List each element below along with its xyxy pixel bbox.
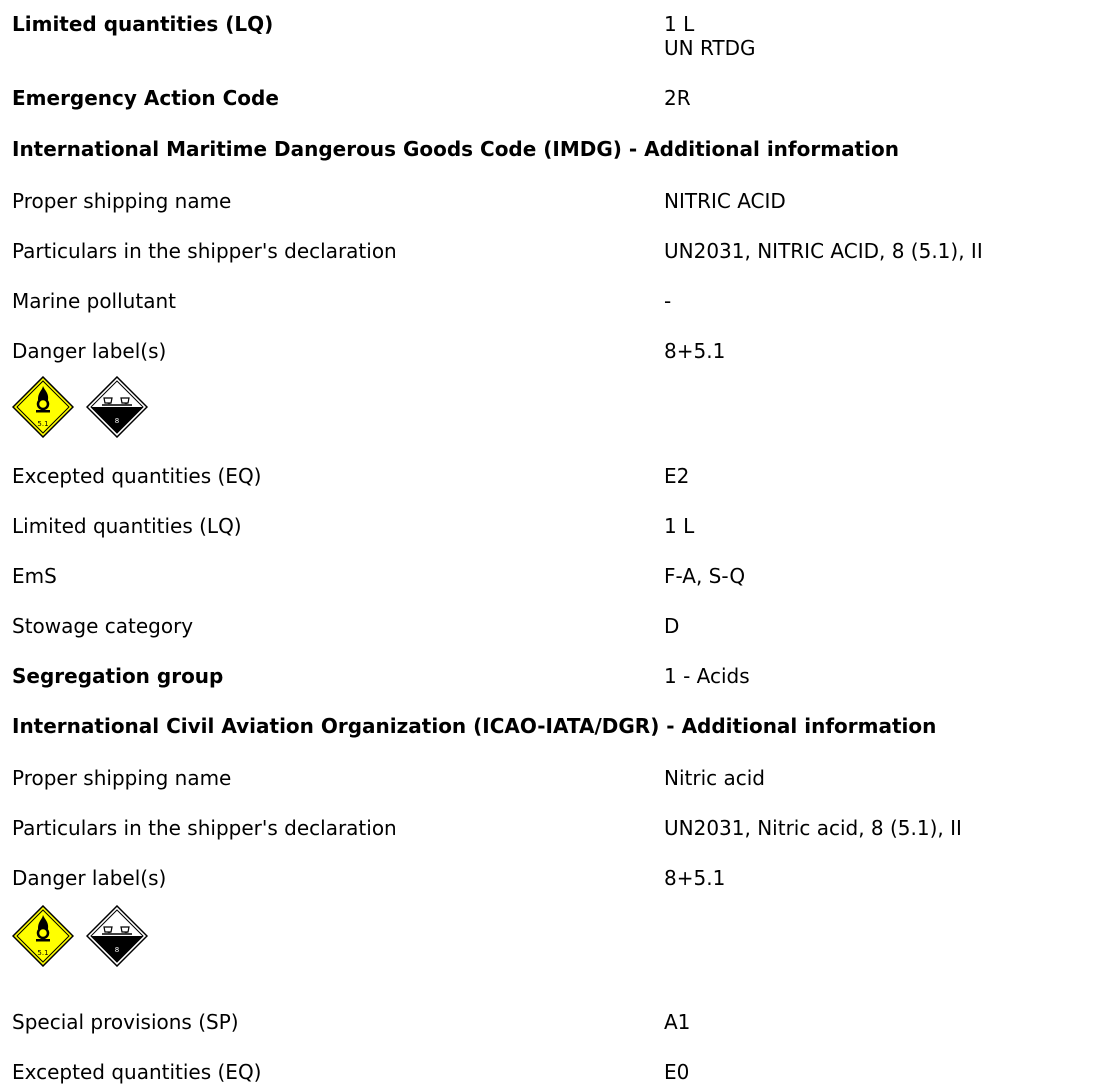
imdg-eq-value: E2 [664,464,690,488]
icao-heading: International Civil Aviation Organization (ICAO-IATA/DGR) - Additional information [12,714,937,738]
corrosive-class-number: 8 [114,946,120,954]
imdg-marine-pollutant-label: Marine pollutant [12,289,176,313]
icao-sp-label: Special provisions (SP) [12,1010,239,1034]
icao-particulars-row [12,816,1115,840]
imdg-lq-row [12,514,1115,538]
icao-sp-value: A1 [664,1010,691,1034]
eac-row [12,86,1115,110]
icao-particulars-label: Particulars in the shipper's declaration [12,816,397,840]
icao-eq-label: Excepted quantities (EQ) [12,1060,262,1084]
imdg-particulars-value: UN2031, NITRIC ACID, 8 (5.1), II [664,239,983,263]
imdg-segregation-value: 1 - Acids [664,664,750,688]
imdg-placards [12,376,148,438]
imdg-eq-row [12,464,1115,488]
oxidizer-class-number: 5.1 [37,420,49,428]
imdg-stowage-row [12,614,1115,638]
icao-placards [12,905,148,967]
imdg-stowage-value: D [664,614,680,638]
imdg-psn-row [12,189,1115,213]
lq-label: Limited quantities (LQ) [12,12,274,36]
imdg-danger-labels-label: Danger label(s) [12,339,167,363]
icao-particulars-value: UN2031, Nitric acid, 8 (5.1), II [664,816,962,840]
icao-danger-labels-label: Danger label(s) [12,866,167,890]
imdg-ems-row [12,564,1115,588]
imdg-segregation-label: Segregation group [12,664,224,688]
icao-psn-row [12,766,1115,790]
lq-row [12,12,1115,60]
imdg-psn-label: Proper shipping name [12,189,232,213]
icao-danger-labels-row [12,866,1115,890]
imdg-particulars-row [12,239,1115,263]
lq-value-line1: 1 L [664,12,695,36]
corrosive-class-number: 8 [114,417,120,425]
imdg-danger-labels-value: 8+5.1 [664,339,726,363]
eac-label: Emergency Action Code [12,86,279,110]
imdg-psn-value: NITRIC ACID [664,189,786,213]
imdg-stowage-label: Stowage category [12,614,194,638]
imdg-particulars-label: Particulars in the shipper's declaration [12,239,397,263]
oxidizer-hazard-icon [12,376,74,438]
imdg-eq-label: Excepted quantities (EQ) [12,464,262,488]
corrosive-hazard-icon [86,905,148,967]
imdg-lq-label: Limited quantities (LQ) [12,514,242,538]
lq-value-line2: UN RTDG [664,36,756,60]
icao-eq-value: E0 [664,1060,690,1084]
icao-sp-row [12,1010,1115,1034]
icao-danger-labels-value: 8+5.1 [664,866,726,890]
imdg-ems-label: EmS [12,564,57,588]
imdg-danger-labels-row [12,339,1115,363]
imdg-heading: International Maritime Dangerous Goods Code (IMDG) - Additional information [12,137,899,161]
oxidizer-class-number: 5.1 [37,949,49,957]
corrosive-hazard-icon [86,376,148,438]
icao-psn-label: Proper shipping name [12,766,232,790]
icao-psn-value: Nitric acid [664,766,765,790]
imdg-segregation-row [12,664,1115,688]
eac-value: 2R [664,86,691,110]
imdg-ems-value: F-A, S-Q [664,564,746,588]
imdg-marine-pollutant-row [12,289,1115,313]
imdg-lq-value: 1 L [664,514,695,538]
icao-eq-row [12,1060,1115,1084]
oxidizer-hazard-icon [12,905,74,967]
imdg-marine-pollutant-value: - [664,289,672,313]
lq-value [664,12,1115,60]
